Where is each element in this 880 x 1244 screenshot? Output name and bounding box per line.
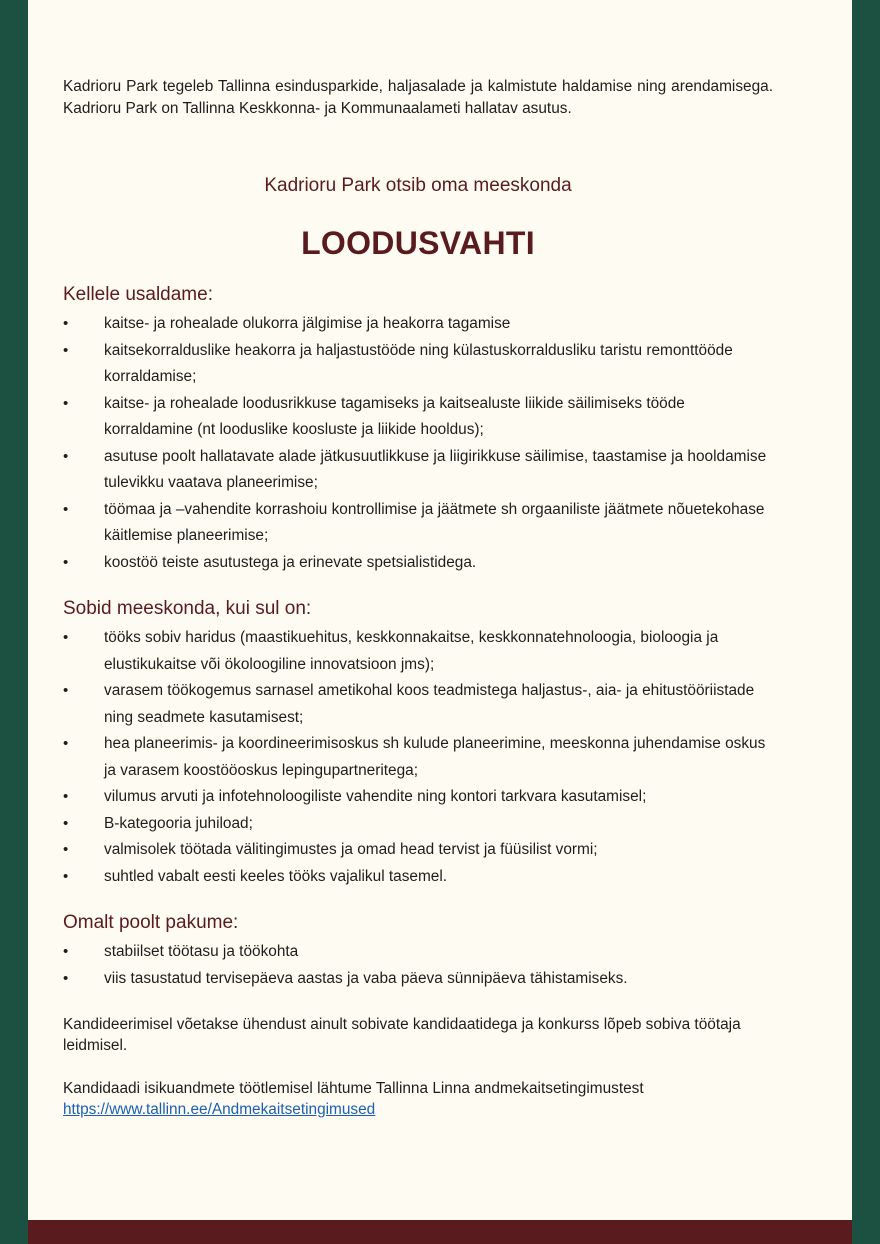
list-item [63,864,773,891]
bullet-icon: • [63,943,69,960]
bullet-icon: • [63,841,69,858]
list-item-text: hea planeerimis- ja koordineerimisoskus sh kulude planeerimine, meeskonna juhendamise oskus ja varasem koostööoskus lepingupartneritega; [104,735,766,779]
bullet-icon: • [63,341,69,359]
page-title: LOODUSVAHTI [301,225,535,261]
list-item [63,837,773,864]
list-item-text: varasem töökogemus sarnasel ametikohal koos teadmistega haljastus-, aia- ja ehitustööriistade ning seadmete kasutamisest; [104,682,755,726]
bullet-icon: • [63,447,69,465]
list-item [63,497,773,550]
list-item [63,625,773,678]
list-item-text: kaitse- ja rohealade olukorra jälgimise ja heakorra tagamise [104,315,511,332]
list-item-text: B-kategooria juhiload; [104,814,253,832]
bullet-icon: • [63,814,69,832]
bullet-icon: • [63,315,69,332]
list-item [63,678,773,731]
section-heading-offer: Omalt poolt pakume: [63,912,239,933]
privacy-link[interactable]: https://www.tallinn.ee/Andmekaitsetingimused [63,1101,376,1118]
requirements-list [63,625,773,890]
list-item-text: kaitse- ja rohealade loodusrikkuse tagamiseks ja kaitsealuste liikide säilimiseks tööde korraldamine (nt looduslike koosluste ja liikide hooldus); [104,394,685,438]
bullet-icon: • [63,788,69,805]
offer-list [63,939,773,992]
bullet-icon: • [63,394,69,412]
bottom-border-bar [28,1220,852,1244]
section-heading-responsibilities: Kellele usaldame: [63,284,213,305]
list-item [63,391,773,444]
list-item-text: koostöö teiste asutustega ja erinevate spetsialistidega. [104,553,477,571]
list-item-text: viis tasustatud tervisepäeva aastas ja vaba päeva sünnipäeva tähistamiseks. [104,969,628,987]
list-item [63,811,773,838]
privacy-text: Kandidaadi isikuandmete töötlemisel lähtume Tallinna Linna andmekaitsetingimustest [63,1080,644,1097]
bullet-icon: • [63,969,69,987]
list-item-text: vilumus arvuti ja infotehnoloogiliste vahendite ning kontori tarkvara kasutamisel; [104,788,647,805]
list-item [63,444,773,497]
list-item [63,784,773,811]
list-item-text: stabiilset töötasu ja töökohta [104,943,299,960]
bullet-icon: • [63,682,69,699]
list-item [63,338,773,391]
list-item [63,550,773,577]
closing-paragraph: Kandideerimisel võetakse ühendust ainult sobivate kandidaatidega ja konkurss lõpeb sobiva töötaja leidmisel. [63,1016,741,1054]
responsibilities-list [63,311,773,576]
list-item [63,939,773,966]
bullet-icon: • [63,867,69,885]
list-item [63,731,773,784]
list-item-text: kaitsekorralduslike heakorra ja haljastustööde ning külastuskorraldusliku taristu remonttööde korraldamise; [104,341,733,385]
bullet-icon: • [63,553,69,571]
subtitle: Kadrioru Park otsib oma meeskonda [264,175,572,196]
list-item-text: valmisolek töötada välitingimustes ja omad head tervist ja füüsilist vormi; [104,841,598,858]
intro-paragraph: Kadrioru Park tegeleb Tallinna esindusparkide, haljasalade ja kalmistute haldamise ning arendamisega. Kadrioru Park on Tallinna Keskkonna- ja Kommunaalameti hallatav asutus. [63,78,773,117]
section-heading-requirements: Sobid meeskonda, kui sul on: [63,598,312,619]
list-item-text: tööks sobiv haridus (maastikuehitus, keskkonnakaitse, keskkonnatehnoloogia, bioloogia ja elustikukaitse või ökoloogiline innovatsioon jms); [104,629,719,673]
list-item-text: asutuse poolt hallatavate alade jätkusuutlikkuse ja liigirikkuse säilimise, taastamise ja hooldamise tulevikku vaatava planeerimise; [104,447,767,491]
list-item-text: töömaa ja –vahendite korrashoiu kontrollimise ja jäätmete sh orgaaniliste jäätmete nõuetekohase käitlemise planeerimise; [104,500,765,544]
list-item-text: suhtled vabalt eesti keeles tööks vajalikul tasemel. [104,867,448,885]
list-item [63,311,773,338]
bullet-icon: • [63,735,69,752]
document-content [63,76,773,1120]
bullet-icon: • [63,500,69,518]
bullet-icon: • [63,629,69,646]
left-border-stripe [0,0,28,1244]
list-item [63,966,773,993]
privacy-paragraph [63,1078,773,1120]
right-border-stripe [852,0,880,1244]
